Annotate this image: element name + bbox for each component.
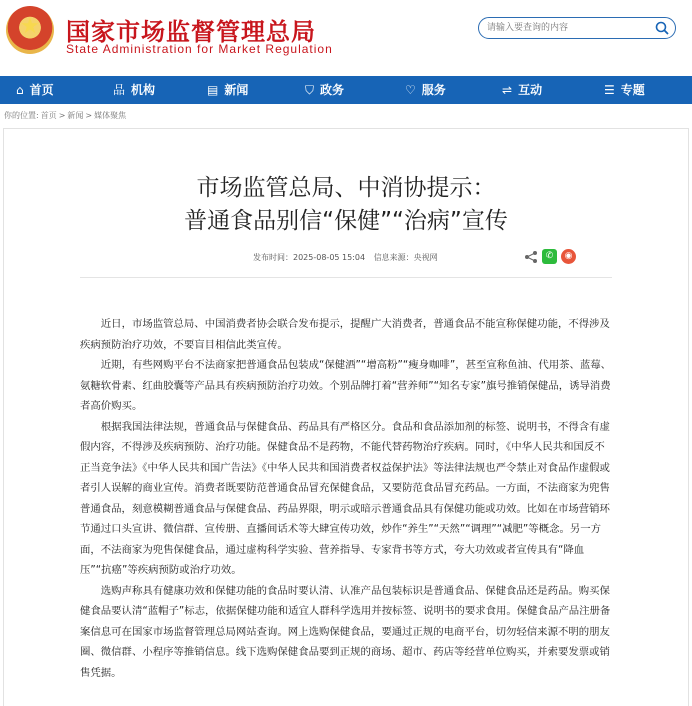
search-icon[interactable] [655, 21, 669, 35]
publish-label: 发布时间： [253, 253, 293, 262]
interaction-arrows-icon: ⇌ [502, 83, 513, 97]
article-paragraph: 根据我国法律法规，普通食品与保健食品、药品具有严格区分。食品和食品添加剂的标签、说明书，不得含有虚假内容，不得涉及疾病预防、治疗功能。保健食品不是药物，不能代替药物治疗疾病。同时，《中华人民共和国反不正当竞争法》《中华人民共和国广告法》《中华人民共和国消费者权益保护法》等法律法规也严令禁止对食品作虚假或者引人误解的商业宣传。消费者既要防范普通食品冒充保健食品，又要防范食品冒充药品。一方面，不法商家为兜售普通食品，刻意模糊普通食品与保健食品、药品界限，明示或暗示普通食品具有保健功能或功效。比如在市场营销环节通过口头宣讲、微信群、宣传册、直播间话术等大肆宣传功效，炒作“养生”“天然”“调理”“减肥”等概念。另一方面，不法商家为兜售保健食品，通过虚构科学实验、营养指导、专家背书等方式，夸大功效或者宣传具有“降血压”“抗癌”等疾病预防或治疗功效。 [80, 420, 610, 576]
heart-service-icon: ♡ [405, 83, 416, 97]
source-label: 信息来源： [373, 253, 414, 262]
nav-item-label: 政务 [320, 83, 345, 97]
org-chart-icon: 品 [113, 83, 126, 97]
source-name: 央视网 [413, 253, 438, 262]
nav-item-0[interactable] [16, 76, 54, 104]
publish-time: 2025-08-05 15:04 [293, 253, 366, 262]
article-meta [253, 252, 444, 263]
share-icon[interactable] [524, 250, 538, 264]
nav-item-label: 服务 [421, 83, 446, 97]
nav-item-label: 专题 [620, 83, 645, 97]
nav-item-label: 新闻 [224, 83, 249, 97]
home-icon: ⌂ [16, 83, 24, 97]
news-icon: ▤ [207, 83, 219, 97]
government-affairs-icon: ⛉ [305, 83, 315, 97]
share-bar [524, 249, 576, 264]
site-header [0, 0, 692, 76]
search-box[interactable] [478, 17, 676, 39]
topics-list-icon: ☰ [604, 83, 615, 97]
main-nav [0, 76, 692, 104]
national-emblem-logo: ★ [6, 6, 54, 54]
nav-item-4[interactable] [405, 76, 446, 104]
title-divider [80, 277, 612, 278]
article-paragraph: 选购声称具有健康功效和保健功能的食品时要认清、认准产品包装标识是普通食品、保健食品还是药品。购买保健食品要认清“蓝帽子”标志，依据保健功能和适宜人群科学选用并按标签、说明书的要求食用。保健食品产品注册备案信息可在国家市场监督管理总局网站查询。网上选购保健食品，要通过正规的电商平台，切勿轻信来源不明的朋友圈、微信群、小程序等推销信息。线下选购保健食品要到正规的商场、超市、药店等经营单位购买，并索要发票或销售凭据。 [80, 584, 611, 679]
nav-item-5[interactable] [502, 76, 542, 104]
breadcrumb-prefix: 你的位置: [4, 111, 39, 120]
article-body [80, 314, 612, 683]
article-title-line1: 市场监管总局、中消协提示： [196, 175, 496, 201]
wechat-share-icon[interactable]: ✆ [542, 249, 557, 264]
site-name-cn[interactable]: 国家市场监督管理总局 [66, 18, 316, 46]
nav-item-1[interactable] [113, 76, 155, 104]
article-paragraph: 近期，有些网购平台不法商家把普通食品包装成“保健酒”“增高粉”“瘦身咖啡”，甚至宣称鱼油、代用茶、蓝莓、氨糖软骨素、红曲胶囊等产品具有疾病预防治疗功效。个别品牌打着“营养师”“知名专家”旗号推销保健品，诱导消费者高价购买。 [80, 359, 612, 412]
article-paragraph: 近日，市场监管总局、中国消费者协会联合发布提示，提醒广大消费者，普通食品不能宣称保健功能，不得涉及疾病预防治疗功效，不要盲目相信此类宣传。 [80, 318, 610, 351]
breadcrumb-news[interactable]: 新闻 [67, 111, 84, 120]
nav-item-label: 互动 [518, 83, 543, 97]
article-title [0, 172, 692, 238]
nav-item-6[interactable] [604, 76, 645, 104]
nav-item-2[interactable] [207, 76, 248, 104]
article-title-line2: 普通食品别信“保健”“治病”宣传 [184, 208, 508, 234]
nav-item-label: 机构 [131, 83, 156, 97]
search-input[interactable] [487, 20, 647, 36]
breadcrumb-home[interactable]: 首页 [40, 111, 57, 120]
breadcrumb-media-focus[interactable]: 媒体聚焦 [94, 111, 127, 120]
nav-item-label: 首页 [29, 83, 54, 97]
weibo-share-icon[interactable]: ◉ [561, 249, 576, 264]
breadcrumb: 你的位置: 首页 > 新闻 > 媒体聚焦 [4, 111, 127, 120]
nav-item-3[interactable] [305, 76, 344, 104]
site-name-en: State Administration for Market Regulation [66, 42, 333, 56]
